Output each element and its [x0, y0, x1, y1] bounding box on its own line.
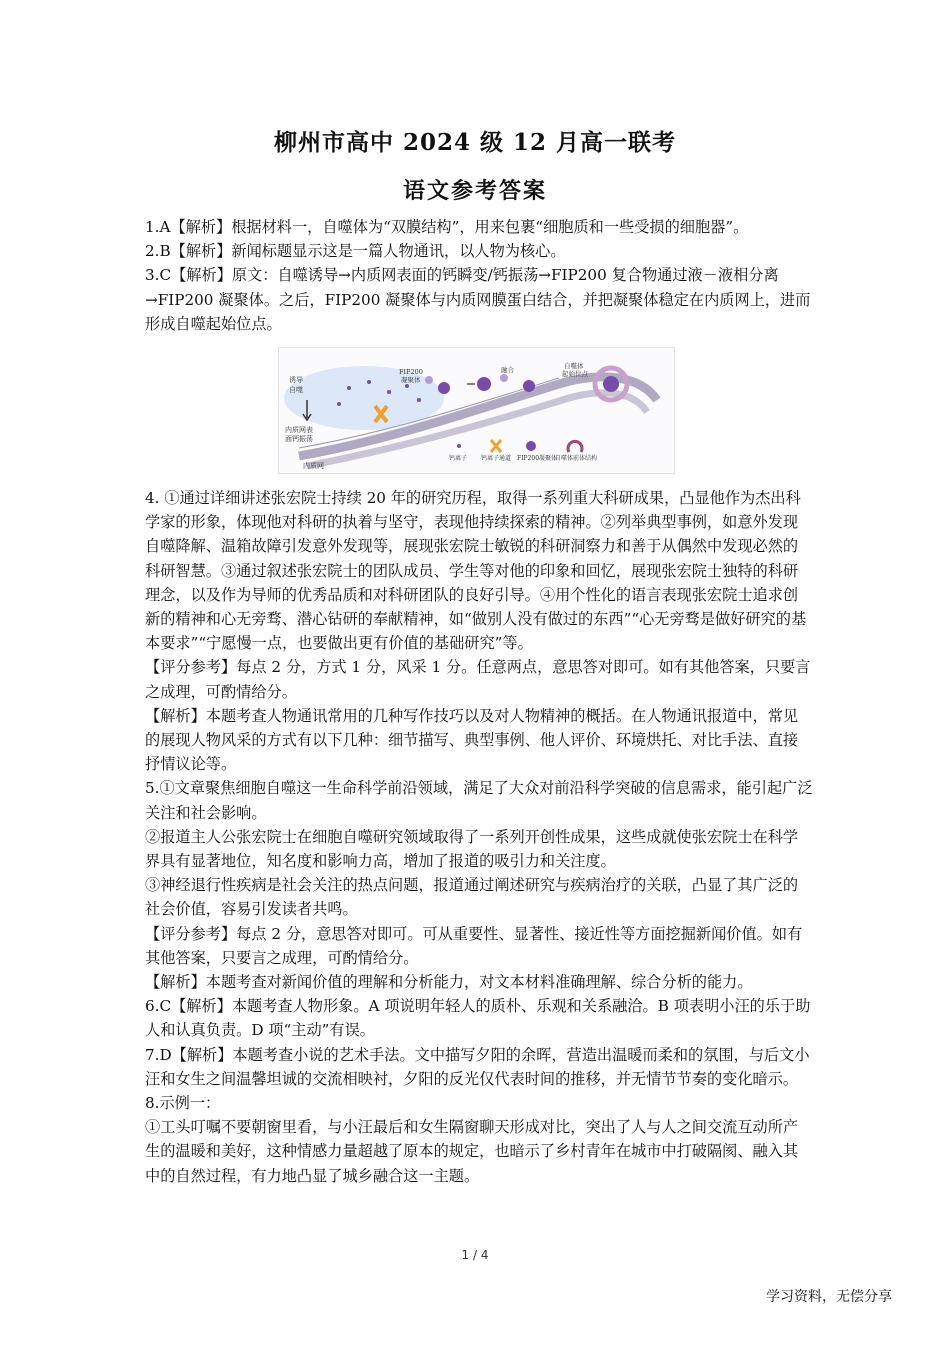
calcium-ion — [387, 390, 391, 394]
calcium-ion — [337, 402, 341, 406]
calcium-ion — [347, 386, 351, 390]
legend-precursor-mark — [568, 441, 582, 452]
answer-4: 4. ①通过详细讲述张宏院士持续 20 年的研究历程，取得一系列重大科研成果，凸显他作为杰出科学家的形象，体现他对科研的执着与坚守，表现他持续探索的精神。②列举典型事例，如意外发现自噬降解、温箱故障引发意外发现等，展现张宏院士敏锐的科研洞察力和善于从偶然中发现必然的科研智慧。③通过叙述张宏院士的团队成员、学生等对他的印象和回忆，展现张宏院士独特的科研理念，以及作为导师的优秀品质和对科研团队的良好引导。④用个性化的语言表现张宏院士追求创新的精神和心无旁骛、潜心钻研的奉献精神，如“做别人没有做过的东西”“心无旁骛是做好研究的基本要求”“宁愿慢一点，也要做出更有价值的基础研究”等。 — [145, 489, 807, 653]
page-title: 柳州市高中 2024 级 12 月高一联考 — [273, 129, 677, 156]
legend-fip200-mark — [526, 441, 536, 451]
label-induce: 诱导 — [289, 376, 303, 384]
label-start-site: 起始位点 — [562, 370, 588, 378]
label-fip200: FIP200 — [399, 368, 423, 376]
label-er: 内质网 — [303, 462, 324, 470]
label-er-surface: 内质网表 — [285, 426, 313, 434]
autophagosome-core — [603, 376, 619, 392]
page-number: 1 / 4 — [461, 1248, 489, 1262]
autophagy-diagram — [278, 347, 675, 474]
fip200-condensate — [500, 374, 508, 382]
answers-section-bottom — [145, 486, 813, 1188]
autophagy-diagram-svg — [279, 348, 674, 473]
legend-precursor: 自噬体前体结构 — [555, 455, 598, 462]
legend-channel-mark — [491, 440, 501, 452]
page-subtitle: 语文参考答案 — [402, 178, 547, 204]
watermark-text: 学习资料，无偿分享 — [766, 1289, 892, 1305]
answer-8-heading: 8.示例一： — [145, 1094, 221, 1113]
answer-6: 6.C【解析】本题考查人物形象。A 项说明年轻人的质朴、乐观和关系融洽。B 项表明小汪的乐于助人和认真负责。D 项“主动”有误。 — [145, 997, 811, 1040]
calcium-ion — [367, 380, 371, 384]
legend-calcium-mark — [457, 444, 461, 448]
calcium-ion — [405, 384, 409, 388]
answer-5-point-3: ③神经退行性疾病是社会关注的热点问题，报道通过阐述研究与疾病治疗的关联，凸显了其广泛的社会价值，容易引发读者共鸣。 — [145, 876, 799, 919]
calcium-ion — [417, 398, 421, 402]
legend-fip200: FIP200凝聚体 — [517, 455, 558, 462]
label-calcium-osc: 面钙振荡 — [285, 435, 313, 443]
label-condensate: 凝聚体 — [401, 376, 421, 384]
scoring-5: 【评分参考】每点 2 分，意思答对即可。可从重要性、显著性、接近性等方面挖掘新闻价值。如有其他答案，只要言之成理，可酌情给分。 — [145, 924, 803, 967]
legend-calcium: 钙离子 — [449, 455, 468, 462]
answer-3: 3.C【解析】原文：自噬诱导→内质网表面的钙瞬变/钙振荡→FIP200 复合物通过液－液相分离→FIP200 凝聚体。之后，FIP200 凝聚体与内质网膜蛋白结合，并把凝聚体稳定在内质网上，进而形成自噬起始位点。 — [145, 266, 811, 333]
fip200-condensate — [425, 376, 433, 384]
answer-7: 7.D【解析】本题考查小说的艺术手法。文中描写夕阳的余晖，营造出温暖而柔和的氛围，与后文小汪和女生之间温馨坦诚的交流相映衬，夕阳的反光仅代表时间的推移，并无情节节奏的变化暗示。 — [145, 1045, 810, 1088]
scoring-4: 【评分参考】每点 2 分，方式 1 分，风采 1 分。任意两点，意思答对即可。如有其他答案，只要言之成理，可酌情给分。 — [145, 658, 811, 701]
answers-section-top — [145, 215, 813, 336]
answer-2: 2.B【解析】新闻标题显示这是一篇人物通讯，以人物为核心。 — [145, 242, 566, 261]
fip200-condensate — [477, 377, 491, 391]
analysis-4: 【解析】本题考查人物通讯常用的几种写作技巧以及对人物精神的概括。在人物通讯报道中，常见的展现人物风采的方式有以下几种：细节描写、典型事例、他人评价、环境烘托、对比手法、直接抒情议论等。 — [145, 706, 799, 774]
analysis-5: 【解析】本题考查对新闻价值的理解和分析能力，对文本材料准确理解、综合分析的能力。 — [145, 973, 753, 992]
fip200-condensate — [523, 380, 535, 392]
answer-5-point-2: ②报道主人公张宏院士在细胞自噬研究领域取得了一系列开创性成果，这些成就使张宏院士在科学界具有显著地位，知名度和影响力高，增加了报道的吸引力和关注度。 — [145, 827, 799, 871]
label-autophagosome: 自噬体 — [564, 362, 584, 370]
label-fusion: 融合 — [501, 366, 514, 374]
fip200-condensate — [438, 382, 450, 394]
answer-8-point-1: ①工头叮嘱不要朝窗里看，与小汪最后和女生隔窗聊天形成对比，突出了人与人之间交流互动所产生的温暖和美好，这种情感力量超越了原本的规定，也暗示了乡村青年在城市中打破隔阂、融入其中的自然过程，有力地凸显了城乡融合这一主题。 — [145, 1118, 799, 1185]
answer-5-point-1: 5.①文章聚焦细胞自噬这一生命科学前沿领域，满足了大众对前沿科学突破的信息需求，能引起广泛关注和社会影响。 — [145, 779, 813, 822]
answer-1: 1.A【解析】根据材料一，自噬体为“双膜结构”，用来包裹“细胞质和一些受损的细胞器”。 — [145, 218, 749, 236]
legend-channel: 钙离子通道 — [481, 455, 512, 462]
label-autophagy: 自噬 — [289, 386, 303, 394]
